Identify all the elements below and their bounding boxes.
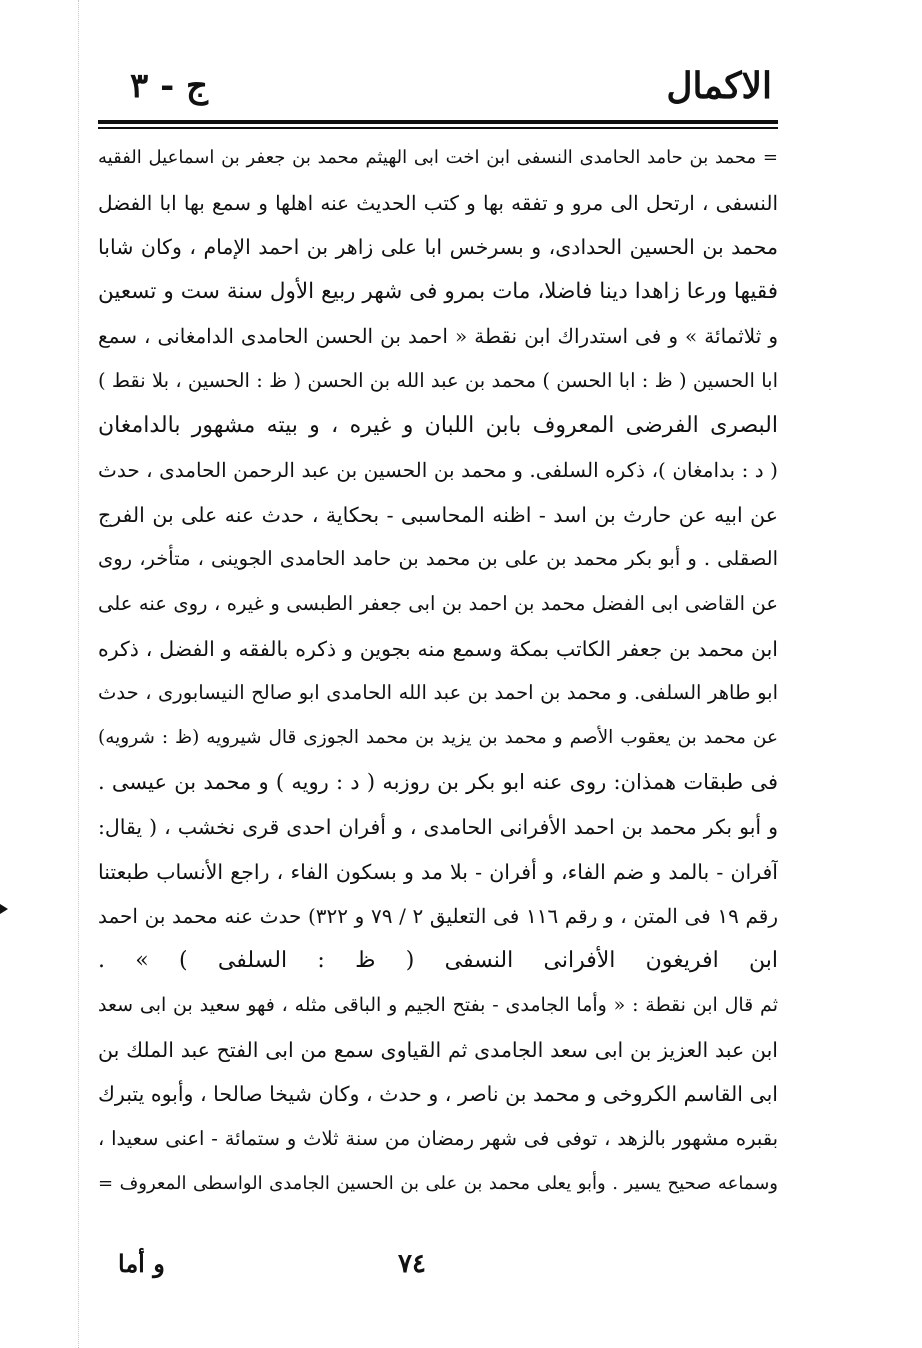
edge-arrow-icon	[0, 904, 8, 914]
text-line: البصری الفرضی المعروف بابن اللبان و غیره ، و بیته مشهور بالدامغان	[98, 412, 778, 438]
text-line: ابن محمد بن جعفر الکاتب بمکة وسمع منه بجوین و ذکره بالفقه و الفضل ، ذکره	[98, 636, 778, 661]
body-text	[98, 136, 778, 1206]
text-line: النسفی ، ارتحل الی مرو و تفقه بها و کتب الحدیث عنه اهلها و سمع بها ابا الفضل	[98, 190, 778, 215]
text-line: ابن افریغون الأفرانی النسفی ( ظ : السلفی ) » .	[98, 947, 778, 973]
text-line: = محمد بن حامد الحامدی النسفی ابن اخت ابی الهیثم محمد بن جعفر بن اسماعیل الفقیه	[98, 147, 778, 168]
text-line: فی طبقات همذان: روی عنه ابو بکر بن روزبه ( د : رویه ) و محمد بن عیسی .	[98, 770, 778, 795]
volume-label: ج - ٣	[130, 66, 208, 106]
page-number: ٧٤	[398, 1249, 426, 1279]
running-header	[100, 62, 772, 110]
text-line: رقم ١٩ فی المتن ، و رقم ١١٦ فی التعلیق ٢ / ٧٩ و ٣٢٢) حدث عنه محمد بن احمد	[98, 904, 778, 929]
text-line: عن القاضی ابی الفضل محمد بن احمد بن ابی جعفر الطبسی و غیره ، روی عنه علی	[98, 591, 778, 615]
header-rule-thin	[98, 127, 778, 129]
catchword: و أما	[118, 1249, 165, 1278]
margin-guide	[78, 0, 79, 1348]
text-line: ابا الحسین ( ظ : ابا الحسن ) محمد بن عبد الله بن الحسن ( ظ : الحسین ، بلا نقط )	[98, 368, 778, 392]
text-line: ابی القاسم الکروخی و محمد بن ناصر ، و حدث ، وکان شیخا صالحا ، وأبوه یتبرك	[98, 1082, 778, 1107]
text-line: محمد بن الحسین الحدادی، و بسرخس ابا علی زاهر بن احمد الإمام ، وکان شابا	[98, 235, 778, 260]
page-footer	[98, 1244, 778, 1284]
header-rule-thick	[98, 120, 778, 124]
text-line: و أبو بکر محمد بن احمد الأفرانی الحامدی ، و أفران احدی قری نخشب ، ( یقال:	[98, 814, 778, 839]
text-line: ثم قال ابن نقطة : « وأما الجامدی - بفتح الجیم و الباقی مثله ، فهو سعید بن ابی سعد	[98, 994, 778, 1017]
text-line: ابو طاهر السلفی. و محمد بن احمد بن عبد الله الحامدی ابو صالح النیسابوری ، حدث	[98, 681, 778, 705]
text-line: عن محمد بن یعقوب الأصم و محمد بن یزید بن محمد الجوزی قال شیرویه (ظ : شرویه)	[98, 726, 778, 748]
text-line: وسماعه صحیح یسیر . وأبو یعلی محمد بن علی بن الحسین الجامدی الواسطی المعروف =	[98, 1172, 778, 1194]
text-line: الصقلی . و أبو بکر محمد بن علی بن محمد بن حامد الحامدی الجوینی ، متأخر، روی	[98, 547, 778, 571]
book-title: الاكمال	[666, 65, 772, 107]
text-line: آفران - بالمد و ضم الفاء، و أفران - بلا مد و بسکون الفاء ، راجع الأنساب طبعتنا	[98, 859, 778, 884]
text-line: بقبره مشهور بالزهد ، توفی فی شهر رمضان من سنة ثلاث و ستمائة - اعنی سعیدا ،	[98, 1127, 778, 1151]
text-line: عن ابیه عن حارث بن اسد - اظنه المحاسبی - بحکایة ، حدث عنه علی بن الفرج	[98, 502, 778, 527]
text-line: ( د : بدامغان )، ذکره السلفی. و محمد بن الحسین بن عبد الرحمن الحامدی ، حدث	[98, 458, 778, 483]
text-line: فقیها ورعا زاهدا دینا فاضلا، مات بمرو فی شهر ربیع الأول سنة ست و تسعین	[98, 278, 778, 304]
text-line: و ثلاثمائة » و فی استدراك ابن نقطة « احمد بن الحسن الحامدی الدامغانی ، سمع	[98, 324, 778, 349]
text-line: ابن عبد العزیز بن ابی سعد الجامدی ثم القیاوی سمع من ابی الفتح عبد الملك بن	[98, 1037, 778, 1062]
